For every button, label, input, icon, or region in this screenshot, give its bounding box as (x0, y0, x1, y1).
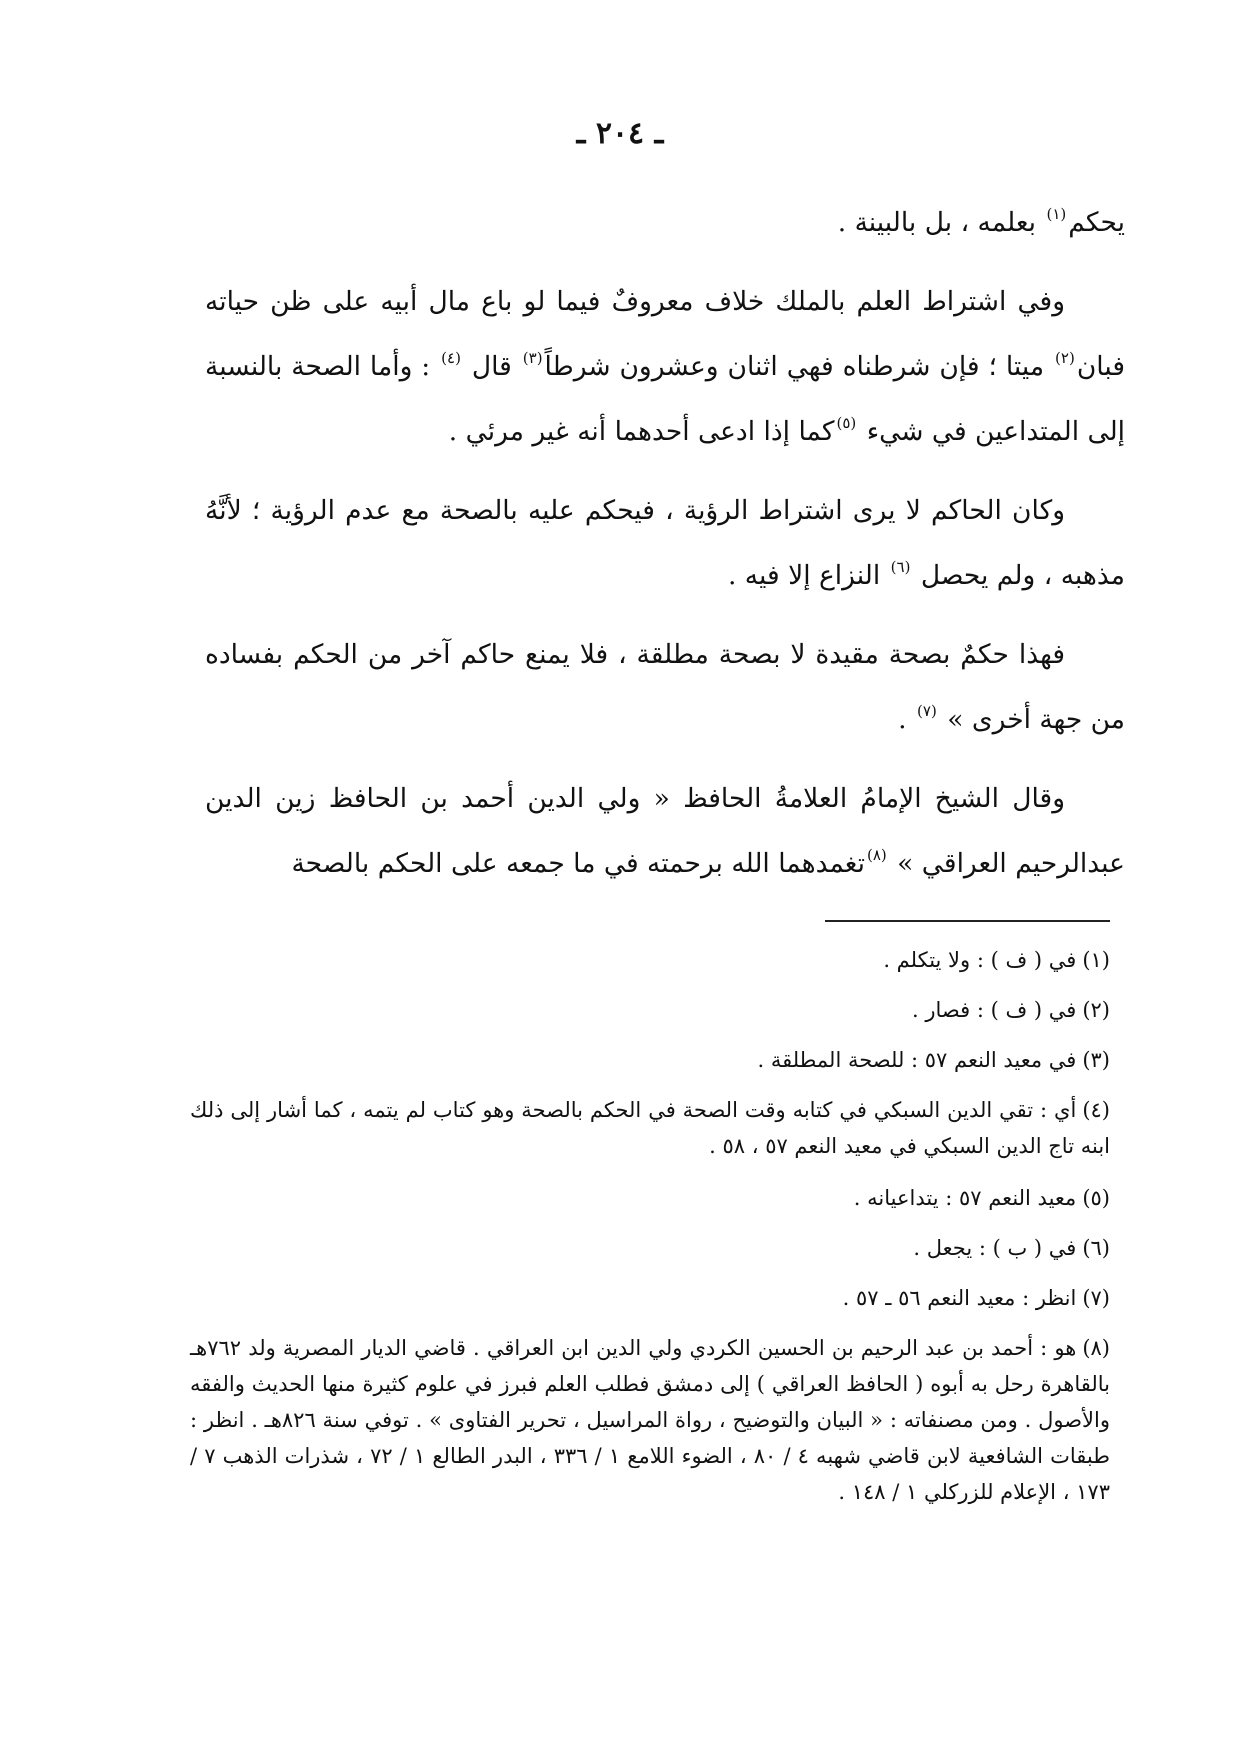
text-segment: . (898, 704, 916, 735)
footnote-item (190, 992, 1110, 1028)
footnote-ref: (٤) (441, 349, 461, 367)
footnote-text: في ( ف ) : ولا يتكلم . (883, 948, 1077, 972)
footnote-ref: (٢) (1055, 349, 1075, 367)
footnote-item (190, 1230, 1110, 1266)
footnote-number: (٧) (1082, 1286, 1110, 1310)
page-number: ـ ٢٠٤ ـ (576, 116, 664, 151)
footnote-ref: (٣) (522, 349, 543, 367)
footnote-item (190, 1180, 1110, 1216)
paragraph-3 (205, 478, 1125, 608)
footnote-item (190, 942, 1110, 978)
text-segment: قال (462, 351, 521, 382)
footnote-text: في ( ف ) : فصار . (912, 998, 1077, 1022)
footnote-ref: (٥) (836, 414, 857, 432)
text-segment: بعلمه ، بل بالبينة . (837, 207, 1045, 238)
footnotes-list (190, 942, 1110, 1526)
footnote-number: (٥) (1082, 1186, 1110, 1210)
footnote-ref: (٦) (890, 558, 911, 576)
footnote-number: (٣) (1082, 1048, 1110, 1072)
footnote-item (190, 1280, 1110, 1316)
text-segment: النزاع إلا فيه . (727, 560, 889, 591)
text-segment: ميتا ؛ فإن شرطناه فهي اثنان وعشرون شرطاً (544, 351, 1054, 382)
text-segment: يحكم (1068, 207, 1125, 238)
footnote-number: (٤) (1082, 1098, 1110, 1122)
paragraph-4 (205, 622, 1125, 752)
text-segment: وكان الحاكم لا يرى اشتراط الرؤية ، فيحكم عليه بالصحة مع عدم الرؤية ؛ لأنَّهُ مذهبه ، ولم يحصل (205, 495, 1125, 591)
footnote-text: في معيد النعم ٥٧ : للصحة المطلقة . (757, 1048, 1077, 1072)
footnote-number: (٨) (1082, 1336, 1110, 1360)
paragraph-5 (205, 766, 1125, 896)
paragraph-2 (205, 269, 1125, 464)
paragraph-1 (205, 190, 1125, 255)
main-text (205, 190, 1125, 910)
footnote-text: أي : تقي الدين السبكي في كتابه وقت الصحة في الحكم بالصحة وهو كتاب لم يتمه ، كما أشار إلى ذلك ابنه تاج الدين السبكي في معيد النعم ٥٧ ، ٥٨ . (190, 1098, 1110, 1158)
text-segment: : وأما الصحة بالنسبة إلى المتداعين في شيء (205, 351, 1125, 447)
footnote-text: في ( ب ) : يجعل . (913, 1236, 1077, 1260)
footnote-number: (٦) (1082, 1236, 1110, 1260)
footnote-text: معيد النعم ٥٧ : يتداعيانه . (853, 1186, 1077, 1210)
text-segment: وقال الشيخ الإمامُ العلامةُ الحافظ « ولي الدين أحمد بن الحافظ زين الدين عبدالرحيم العراقي » (205, 783, 1125, 879)
text-segment: فهذا حكمٌ بصحة مقيدة لا بصحة مطلقة ، فلا يمنع حاكم آخر من الحكم بفساده من جهة أخرى » (205, 639, 1125, 735)
footnote-number: (٢) (1082, 998, 1110, 1022)
text-segment: تغمدهما الله برحمته في ما جمعه على الحكم بالصحة (291, 848, 865, 879)
footnote-item (190, 1330, 1110, 1510)
footnote-text: هو : أحمد بن عبد الرحيم بن الحسين الكردي ولي الدين ابن العراقي . قاضي الديار المصرية ولد ٧٦٢هـ بالقاهرة رحل به أبوه ( الحافظ العراقي ) إلى دمشق فطلب العلم فبرز في علوم كثيرة منها الحديث والفقه والأصول . ومن مصنفاته : « البيان والتوضيح ، رواة المراسيل ، تحرير الفتاوى » . توفي سنة ٨٢٦هـ . انظر : طبقات الشافعية لابن قاضي شهبه ٤ / ٨٠ ، الضوء اللامع ١ / ٣٣٦ ، البدر الطالع ١ / ٧٢ ، شذرات الذهب ٧ / ١٧٣ ، الإعلام للزركلي ١ / ١٤٨ . (190, 1336, 1110, 1504)
text-segment: كما إذا ادعى أحدهما أنه غير مرئي . (448, 416, 835, 447)
footnote-ref: (٨) (866, 846, 887, 864)
footnote-item (190, 1092, 1110, 1164)
footnote-number: (١) (1082, 948, 1110, 972)
footnote-ref: (١) (1046, 205, 1067, 223)
text-segment: وفي اشتراط العلم بالملك خلاف معروفٌ فيما لو باع مال أبيه على ظن حياته فبان (205, 286, 1126, 382)
footnote-ref: (٧) (917, 702, 937, 720)
footnote-item (190, 1042, 1110, 1078)
footnote-text: انظر : معيد النعم ٥٦ ـ ٥٧ . (842, 1286, 1077, 1310)
footnote-divider (825, 920, 1110, 922)
